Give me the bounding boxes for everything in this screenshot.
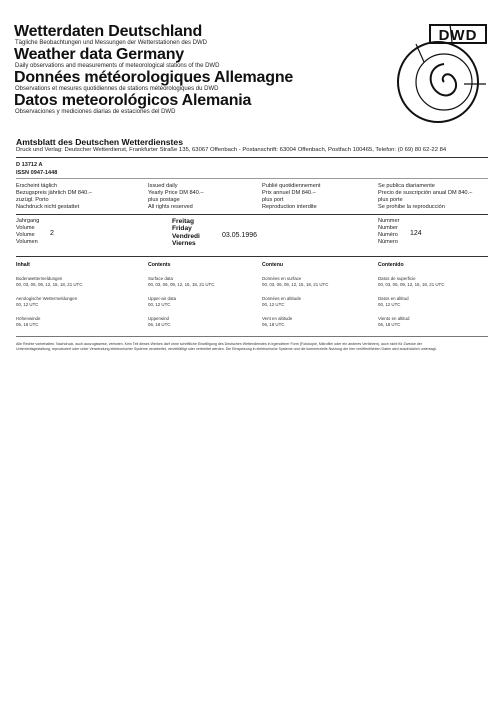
title-en: Weather data Germany: [14, 46, 184, 63]
divider: [16, 256, 488, 257]
volume-value: 2: [50, 230, 54, 237]
issue-date: 03.05.1996: [222, 232, 258, 239]
issn: ISSN 0947-1448: [16, 170, 58, 176]
subtitle-fr: Observations et mesures quotidiennes de stations météorologiques du DWD: [15, 86, 219, 92]
pub-info-es: Se publica diariamente Precio de suscripción anual DM 840.– plus porte Se prohibe la reproducción: [378, 183, 473, 210]
title-fr: Données météorologiques Allemagne: [14, 69, 294, 86]
subtitle-es: Observaciones y mediciones diarias de estaciones del DWD: [15, 109, 176, 115]
divider: [16, 214, 488, 215]
divider: [16, 178, 488, 179]
subtitle-en: Daily observations and measurements of meteorological stations of the DWD: [15, 63, 220, 69]
amtsblatt-title: Amtsblatt des Deutschen Wetterdienstes: [16, 137, 183, 147]
subtitle-de: Tägliche Beobachtungen und Messungen der Wetterstationen des DWD: [15, 40, 208, 46]
pub-info-en: Issued daily Yearly Price DM 840.– plus postage All rights reserved: [148, 183, 204, 210]
divider: [16, 157, 488, 158]
number-value: 124: [410, 230, 422, 237]
svg-text:DWD: DWD: [438, 27, 478, 44]
contents-column-fr: Contenu Données en surface 00, 03, 06, 09, 12, 15, 18, 21 UTC Données en altitude 00, 12 UTC Vent en altitude 06, 18 UTC: [262, 262, 329, 327]
contents-column-en: Contents Surface data 00, 03, 06, 09, 12, 15, 18, 21 UTC Upper-air data 00, 12 UTC Upperwind 06, 18 UTC: [148, 262, 215, 327]
contents-column-de: Inhalt Bodenwettermeldungen 00, 03, 06, 09, 12, 15, 18, 21 UTC Aerologische Wettermeldungen 00, 12 UTC Höhenwinde 06, 18 UTC: [16, 262, 83, 327]
volume-labels: Jahrgang Volume Volume Volumen: [16, 218, 40, 245]
day-names: Freitag Friday Vendredi Viernes: [172, 218, 200, 248]
dwd-logo: [390, 24, 487, 124]
legal-notice: Alle Rechte vorbehalten. Nachdruck, auch auszugsweise, verboten. Kein Teil dieses Werkes darf ohne schriftliche Einwilligung des Deutschen Wetterdienstes in irgendeiner Form (Fotokopie, Mikrofilm oder ein anderes Verfahren), auch nicht für Zwecke der Unterrichtsgestaltung, reproduziert oder unter Verwendung elektronischer Systeme verarbeitet, vervielfältigt oder verbreitet werden. Die Einspeisung in elektronische Systeme und die kommerzielle Nutzung der hier veröffentlichten Daten wird ausdrücklich untersagt.: [16, 342, 437, 351]
title-de: Wetterdaten Deutschland: [14, 23, 203, 40]
number-labels: Nummer Number Numéro Número: [378, 218, 400, 245]
d-number: D 13712 A: [16, 162, 43, 168]
divider: [16, 336, 488, 337]
title-es: Datos meteorológicos Alemania: [14, 92, 252, 109]
pub-info-fr: Publié quotidiennement Prix annuel DM 840.– plus port Reproduction interdite: [262, 183, 321, 210]
publisher-line: Druck und Verlag: Deutscher Wetterdienst, Frankfurter Straße 135, 63067 Offenbach - Postanschrift: 63004 Offenbach, Postfach 100465, Telefon: (0 69) 80 62-22 84: [16, 147, 447, 153]
pub-info-de: Erscheint täglich Bezugspreis jährlich DM 840.– zuzügl. Porto Nachdruck nicht gestattet: [16, 183, 92, 210]
contents-column-es: Contenido Datos de superficie 00, 03, 06, 09, 12, 15, 18, 21 UTC Datos en altitud 00, 12 UTC Viento en altitud 06, 18 UTC: [378, 262, 445, 327]
